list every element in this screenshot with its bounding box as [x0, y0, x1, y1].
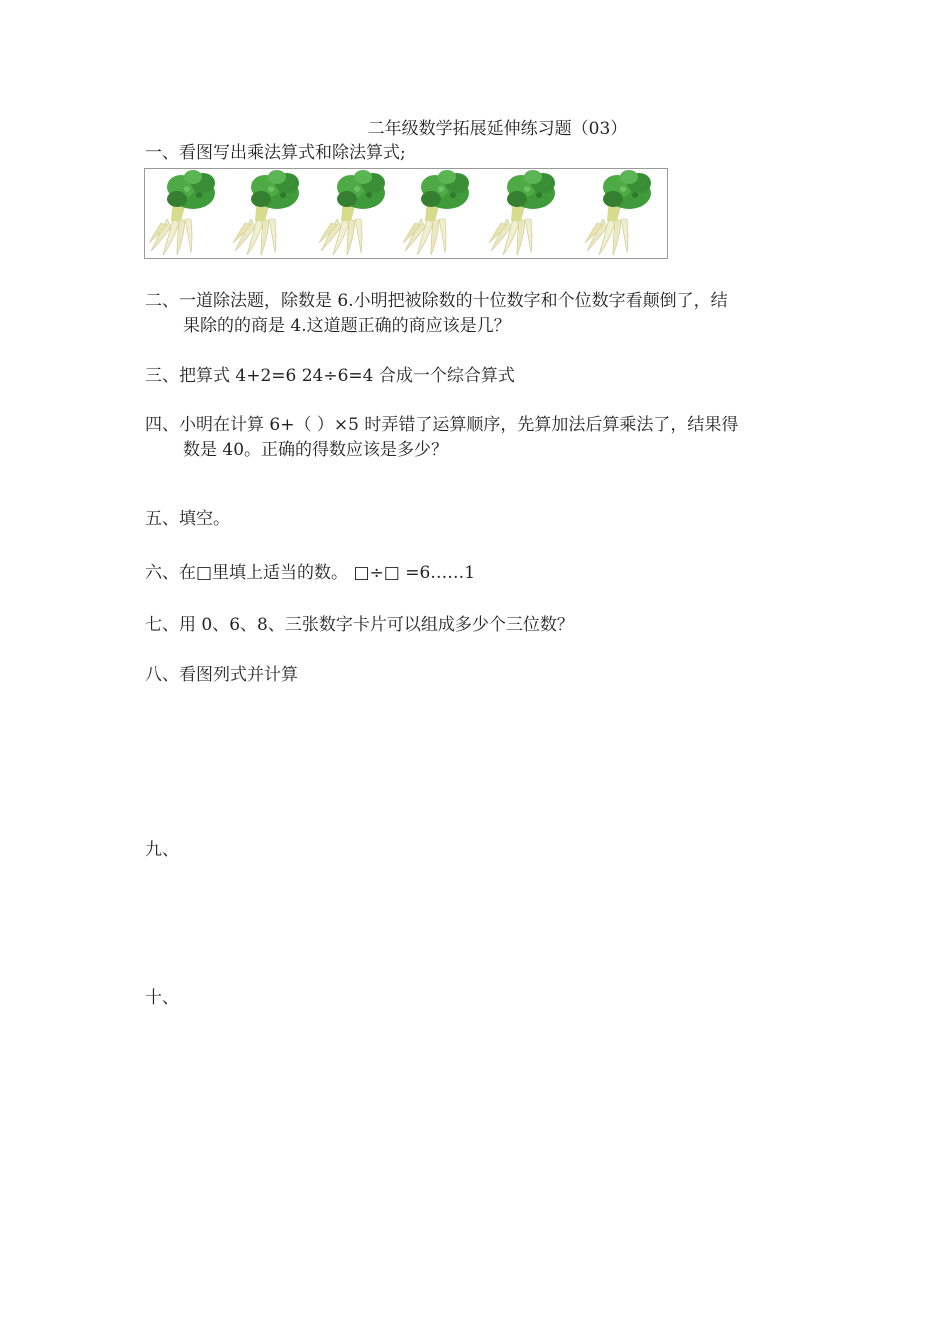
radish-icon: [319, 170, 385, 255]
question-3: 三、把算式 4+2=6 24÷6=4 合成一个综合算式: [145, 366, 515, 386]
question-2-line-2: 果除的的商是 4.这道题正确的商应该是几？: [183, 316, 511, 336]
radish-icon: [489, 170, 555, 255]
radish-icon: [585, 170, 651, 255]
radish-row: [145, 169, 667, 258]
question-9: 九、: [145, 840, 179, 860]
question-7: 七、用 0、6、8、三张数字卡片可以组成多少个三位数？: [145, 615, 574, 635]
question-1: 一、看图写出乘法算式和除法算式;: [145, 143, 406, 163]
question-2-line-1: 二、一道除法题，除数是 6.小明把被除数的十位数字和个位数字看颠倒了，结: [145, 291, 728, 311]
question-6: 六、在□里填上适当的数。 □÷□ =6……1: [145, 563, 476, 583]
question-5: 五、填空。: [145, 509, 230, 529]
question-8: 八、看图列式并计算: [145, 665, 298, 685]
radish-icon: [233, 170, 299, 255]
question-10: 十、: [145, 988, 179, 1008]
radish-picture: [144, 168, 668, 259]
question-4-line-1: 四、小明在计算 6+（ ）×5 时弄错了运算顺序，先算加法后算乘法了，结果得: [145, 415, 739, 435]
page-title: 二年级数学拓展延伸练习题（03）: [367, 119, 628, 139]
question-4-line-2: 数是 40。正确的得数应该是多少？: [183, 440, 449, 460]
radish-icon: [403, 170, 469, 255]
radish-icon: [149, 170, 215, 255]
